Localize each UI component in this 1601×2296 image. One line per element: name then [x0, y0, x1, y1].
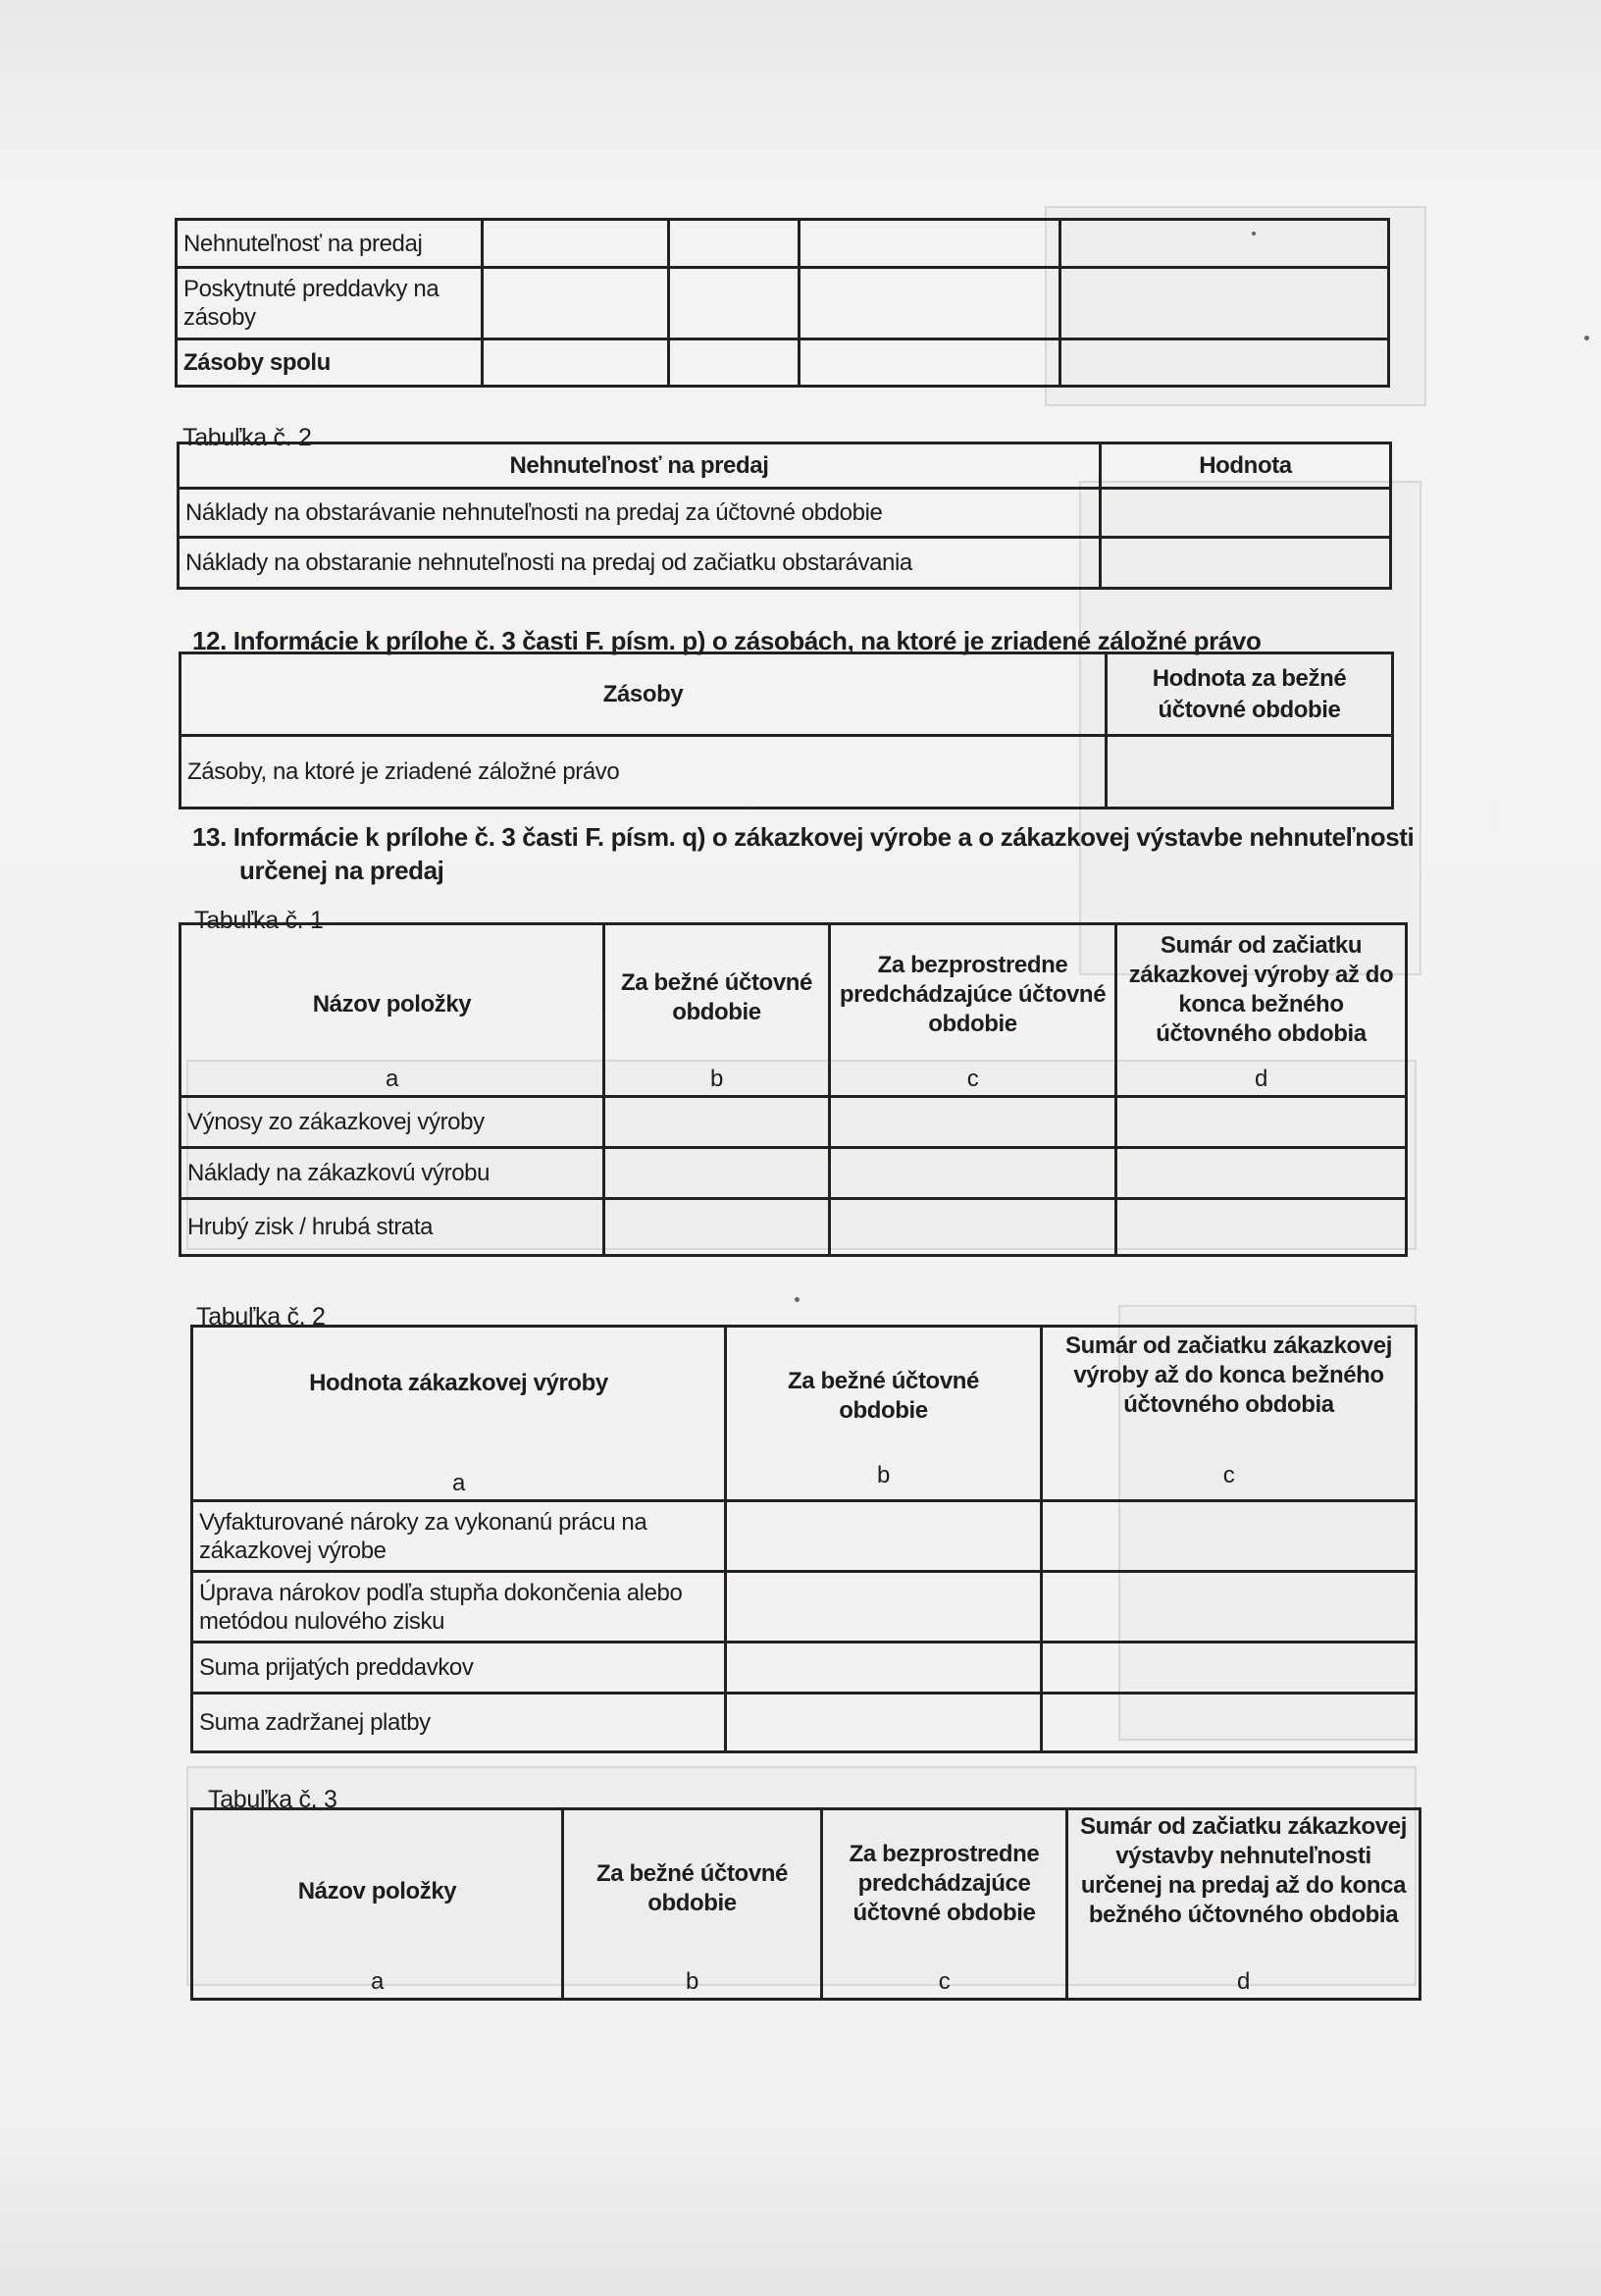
column-letter: c [938, 1968, 951, 1995]
row-label: Zásoby, na ktoré je zriadené záložné právo [181, 736, 1107, 809]
section-heading-line: 13. Informácie k prílohe č. 3 časti F. písm. q) o zákazkovej výrobe a o zákazkovej výstavbe nehnuteľnosti [192, 822, 1415, 852]
row-label: Vyfakturované nároky za vykonanú prácu na zákazkovej výrobe [192, 1501, 726, 1572]
value-cell[interactable] [1107, 736, 1393, 809]
row-label: Suma prijatých preddavkov [192, 1643, 726, 1694]
table-header-row [192, 1809, 1420, 2000]
value-cell[interactable] [830, 1199, 1116, 1256]
row-label: Poskytnuté preddavky na zásoby [177, 268, 483, 339]
contract-production-table-1 [179, 922, 1408, 1257]
table-row [181, 1199, 1407, 1256]
table-row [177, 268, 1389, 339]
value-cell[interactable] [1060, 220, 1389, 268]
column-header: Hodnota [1101, 444, 1391, 489]
column-letter: c [1222, 1462, 1235, 1488]
column-header [563, 1809, 822, 2000]
column-letter: b [710, 1066, 723, 1092]
row-label: Zásoby spolu [177, 339, 483, 386]
column-header [726, 1327, 1042, 1501]
value-cell[interactable] [1116, 1097, 1407, 1148]
column-header [1042, 1327, 1417, 1501]
value-cell[interactable] [1042, 1501, 1417, 1572]
column-header-label: Za bezprostredne predchádzajúce účtovné obdobie [849, 1841, 1040, 1926]
table-header-row [181, 653, 1393, 736]
row-label: Náklady na obstaranie nehnuteľnosti na predaj od začiatku obstarávania [179, 538, 1101, 589]
column-header-label: Za bezprostredne predchádzajúce účtovné obdobie [839, 952, 1107, 1037]
column-letter: a [452, 1470, 465, 1496]
value-cell[interactable] [1116, 1148, 1407, 1199]
column-letter: a [386, 1066, 398, 1092]
table-header-row [181, 924, 1407, 1097]
table-row [192, 1572, 1417, 1643]
value-cell[interactable] [669, 268, 800, 339]
value-cell[interactable] [1101, 538, 1391, 589]
value-cell[interactable] [800, 339, 1060, 386]
value-cell[interactable] [483, 268, 669, 339]
row-label: Náklady na obstarávanie nehnuteľnosti na predaj za účtovné obdobie [179, 489, 1101, 538]
table-row [181, 736, 1393, 809]
row-label: Hrubý zisk / hrubá strata [181, 1199, 604, 1256]
column-letter: d [1237, 1968, 1250, 1995]
value-cell[interactable] [1116, 1199, 1407, 1256]
value-cell[interactable] [726, 1694, 1042, 1752]
column-letter: d [1255, 1066, 1267, 1092]
column-header [830, 924, 1116, 1097]
table-header-row [192, 1327, 1417, 1501]
contract-production-table-2 [190, 1325, 1418, 1753]
value-cell[interactable] [800, 220, 1060, 268]
inventory-table [175, 218, 1390, 388]
column-header-label: Názov položky [312, 991, 472, 1018]
value-cell[interactable] [830, 1097, 1116, 1148]
table-row [192, 1501, 1417, 1572]
pledged-inventory-table [179, 652, 1394, 809]
column-header-label: Za bežné účtovné obdobie [788, 1368, 979, 1424]
column-header-label: Hodnota zákazkovej výroby [309, 1370, 608, 1396]
row-label: Náklady na zákazkovú výrobu [181, 1148, 604, 1199]
row-label: Úprava nárokov podľa stupňa dokončenia alebo metódou nulového zisku [192, 1572, 726, 1643]
column-letter: b [686, 1968, 698, 1995]
scan-speck [1584, 336, 1589, 340]
section-heading [192, 820, 1414, 887]
column-header [604, 924, 830, 1097]
column-header: Hodnota za bežné účtovné obdobie [1107, 653, 1393, 736]
row-label: Výnosy zo zákazkovej výroby [181, 1097, 604, 1148]
column-header [192, 1327, 726, 1501]
value-cell[interactable] [604, 1148, 830, 1199]
column-header: Zásoby [181, 653, 1107, 736]
column-header [181, 924, 604, 1097]
table-header-row [179, 444, 1391, 489]
table-row [179, 489, 1391, 538]
row-label: Nehnuteľnosť na predaj [177, 220, 483, 268]
column-header-label: Sumár od začiatku zákazkovej výstavby nehnuteľnosti určenej na predaj až do konca bežného účtovného obdobia [1080, 1813, 1407, 1928]
table-caption: Tabuľka č. 1 [194, 907, 324, 934]
value-cell[interactable] [1042, 1572, 1417, 1643]
column-header [822, 1809, 1067, 2000]
column-header-label: Sumár od začiatku zákazkovej výroby až do konca bežného účtovného obdobia [1065, 1332, 1392, 1418]
value-cell[interactable] [800, 268, 1060, 339]
section-heading-line: určenej na predaj [239, 856, 444, 885]
contract-construction-table-3 [190, 1807, 1421, 2001]
table-row [181, 1148, 1407, 1199]
value-cell[interactable] [726, 1643, 1042, 1694]
table-row [192, 1643, 1417, 1694]
table-row [181, 1097, 1407, 1148]
column-header: Nehnuteľnosť na predaj [179, 444, 1101, 489]
table-row [192, 1694, 1417, 1752]
value-cell[interactable] [1042, 1643, 1417, 1694]
table-row [177, 339, 1389, 386]
column-letter: b [877, 1462, 890, 1488]
scan-speck [795, 1297, 800, 1302]
column-header-label: Sumár od začiatku zákazkovej výroby až do konca bežného účtovného obdobia [1128, 932, 1394, 1047]
value-cell[interactable] [726, 1501, 1042, 1572]
table-caption: Tabuľka č. 2 [196, 1303, 326, 1331]
value-cell[interactable] [1042, 1694, 1417, 1752]
column-header [192, 1809, 563, 2000]
column-header-label: Názov položky [297, 1878, 457, 1905]
value-cell[interactable] [604, 1199, 830, 1256]
table-row [177, 220, 1389, 268]
value-cell[interactable] [483, 339, 669, 386]
value-cell[interactable] [669, 339, 800, 386]
value-cell[interactable] [1060, 339, 1389, 386]
column-header [1116, 924, 1407, 1097]
value-cell[interactable] [1060, 268, 1389, 339]
value-cell[interactable] [669, 220, 800, 268]
value-cell[interactable] [830, 1148, 1116, 1199]
column-header [1067, 1809, 1420, 2000]
section-heading: 12. Informácie k prílohe č. 3 časti F. písm. p) o zásobách, na ktoré je zriadené záložné právo [192, 626, 1262, 655]
column-letter: a [371, 1968, 384, 1995]
table-row [179, 538, 1391, 589]
column-header-label: Za bežné účtovné obdobie [621, 969, 812, 1025]
table-caption: Tabuľka č. 2 [182, 424, 312, 451]
row-label: Suma zadržanej platby [192, 1694, 726, 1752]
value-cell[interactable] [483, 220, 669, 268]
table-caption: Tabuľka č. 3 [208, 1786, 337, 1813]
property-for-sale-table [177, 442, 1392, 590]
value-cell[interactable] [726, 1572, 1042, 1643]
column-letter: c [966, 1066, 979, 1092]
value-cell[interactable] [604, 1097, 830, 1148]
value-cell[interactable] [1101, 489, 1391, 538]
column-header-label: Za bežné účtovné obdobie [596, 1860, 788, 1916]
